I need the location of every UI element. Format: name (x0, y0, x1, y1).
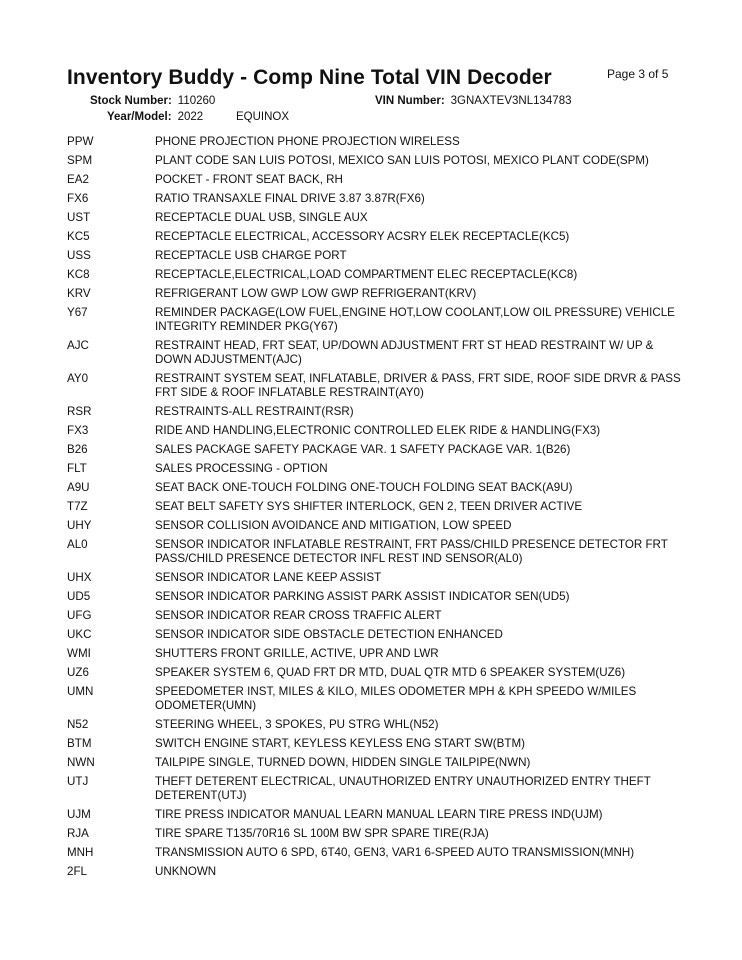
page-title: Inventory Buddy - Comp Nine Total VIN Decoder (67, 66, 552, 89)
option-description: SPEEDOMETER INST, MILES & KILO, MILES ODOMETER MPH & KPH SPEEDO W/MILES ODOMETER(UMN) (155, 685, 637, 712)
option-description: SALES PROCESSING - OPTION (155, 462, 328, 475)
option-description: TRANSMISSION AUTO 6 SPD, 6T40, GEN3, VAR1 6-SPEED AUTO TRANSMISSION(MNH) (155, 846, 635, 859)
option-code: AL0 (67, 538, 88, 551)
option-code: T7Z (67, 500, 88, 513)
option-row (67, 536, 687, 569)
option-row (67, 422, 687, 441)
page-number: Page 3 of 5 (607, 67, 669, 81)
option-code: B26 (67, 443, 88, 456)
option-row (67, 370, 687, 403)
option-row (67, 683, 687, 716)
option-description: SHUTTERS FRONT GRILLE, ACTIVE, UPR AND LWR (155, 647, 439, 660)
option-row (67, 645, 687, 664)
option-code: BTM (67, 737, 92, 750)
option-code: MNH (67, 846, 94, 859)
option-row (67, 337, 687, 370)
option-code: UMN (67, 685, 94, 698)
option-code: USS (67, 249, 91, 262)
option-description: SENSOR COLLISION AVOIDANCE AND MITIGATION, LOW SPEED (155, 519, 512, 532)
option-row (67, 773, 687, 806)
option-code: FX6 (67, 192, 89, 205)
option-description: TIRE PRESS INDICATOR MANUAL LEARN MANUAL LEARN TIRE PRESS IND(UJM) (155, 808, 603, 821)
stock-number-value: 110260 (177, 95, 216, 107)
option-row (67, 498, 687, 517)
year-value: 2022 (177, 111, 204, 123)
option-code: UKC (67, 628, 92, 641)
option-description: RESTRAINT SYSTEM SEAT, INFLATABLE, DRIVER & PASS, FRT SIDE, ROOF SIDE DRVR & PASS FRT SIDE & ROOF INFLATABLE RESTRAINT(AY0) (155, 372, 681, 399)
option-row (67, 626, 687, 645)
option-description: SENSOR INDICATOR SIDE OBSTACLE DETECTION ENHANCED (155, 628, 503, 641)
option-code: UHY (67, 519, 92, 532)
option-row (67, 171, 687, 190)
vin-number (375, 95, 571, 107)
option-row (67, 479, 687, 498)
option-description: SPEAKER SYSTEM 6, QUAD FRT DR MTD, DUAL QTR MTD 6 SPEAKER SYSTEM(UZ6) (155, 666, 626, 679)
option-row (67, 460, 687, 479)
option-description: SENSOR INDICATOR REAR CROSS TRAFFIC ALERT (155, 609, 442, 622)
option-description: TIRE SPARE T135/70R16 SL 100M BW SPR SPARE TIRE(RJA) (155, 827, 489, 840)
option-row (67, 664, 687, 683)
option-code: AJC (67, 339, 89, 352)
option-description: RECEPTACLE USB CHARGE PORT (155, 249, 347, 262)
option-description: PLANT CODE SAN LUIS POTOSI, MEXICO SAN LUIS POTOSI, MEXICO PLANT CODE(SPM) (155, 154, 649, 167)
option-row (67, 735, 687, 754)
option-code: UST (67, 211, 91, 224)
option-code: WMI (67, 647, 91, 660)
option-code: SPM (67, 154, 93, 167)
option-code: FLT (67, 462, 87, 475)
year-model (107, 111, 203, 123)
option-description: SENSOR INDICATOR INFLATABLE RESTRAINT, FRT PASS/CHILD PRESENCE DETECTOR FRT PASS/CHILD PRESENCE DETECTOR INFL REST IND SENSOR(AL0) (155, 538, 668, 565)
option-description: RECEPTACLE,ELECTRICAL,LOAD COMPARTMENT ELEC RECEPTACLE(KC8) (155, 268, 578, 281)
option-code: UTJ (67, 775, 89, 788)
option-description: TAILPIPE SINGLE, TURNED DOWN, HIDDEN SINGLE TAILPIPE(NWN) (155, 756, 531, 769)
option-row (67, 152, 687, 171)
option-description: POCKET - FRONT SEAT BACK, RH (155, 173, 343, 186)
option-row (67, 285, 687, 304)
option-description: RECEPTACLE DUAL USB, SINGLE AUX (155, 211, 368, 224)
option-description: SALES PACKAGE SAFETY PACKAGE VAR. 1 SAFETY PACKAGE VAR. 1(B26) (155, 443, 571, 456)
option-row (67, 517, 687, 536)
option-code: UJM (67, 808, 91, 821)
option-row (67, 441, 687, 460)
option-code: KRV (67, 287, 91, 300)
option-row (67, 588, 687, 607)
option-code: N52 (67, 718, 89, 731)
option-row (67, 825, 687, 844)
option-code: UFG (67, 609, 92, 622)
option-description: UNKNOWN (155, 865, 217, 878)
stock-number-label: Stock Number: (90, 95, 172, 107)
option-code: 2FL (67, 865, 87, 878)
option-code: KC8 (67, 268, 90, 281)
options-list (67, 133, 687, 882)
option-description: REMINDER PACKAGE(LOW FUEL,ENGINE HOT,LOW COOLANT,LOW OIL PRESSURE) VEHICLE INTEGRITY REMINDER PKG(Y67) (155, 306, 675, 333)
option-code: UZ6 (67, 666, 89, 679)
option-code: EA2 (67, 173, 89, 186)
option-description: RIDE AND HANDLING,ELECTRONIC CONTROLLED ELEK RIDE & HANDLING(FX3) (155, 424, 601, 437)
option-code: UD5 (67, 590, 91, 603)
option-code: UHX (67, 571, 92, 584)
option-description: RESTRAINTS-ALL RESTRAINT(RSR) (155, 405, 354, 418)
option-code: A9U (67, 481, 90, 494)
option-description: SEAT BACK ONE-TOUCH FOLDING ONE-TOUCH FOLDING SEAT BACK(A9U) (155, 481, 573, 494)
option-row (67, 133, 687, 152)
option-description: RATIO TRANSAXLE FINAL DRIVE 3.87 3.87R(FX6) (155, 192, 425, 205)
option-row (67, 228, 687, 247)
option-code: AY0 (67, 372, 89, 385)
option-description: SENSOR INDICATOR LANE KEEP ASSIST (155, 571, 382, 584)
option-description: SEAT BELT SAFETY SYS SHIFTER INTERLOCK, GEN 2, TEEN DRIVER ACTIVE (155, 500, 583, 513)
option-row (67, 806, 687, 825)
option-code: NWN (67, 756, 95, 769)
option-description: THEFT DETERENT ELECTRICAL, UNAUTHORIZED ENTRY UNAUTHORIZED ENTRY THEFT DETERENT(UTJ) (155, 775, 651, 802)
model-value: EQUINOX (236, 111, 290, 123)
option-row (67, 190, 687, 209)
year-model-label: Year/Model: (107, 111, 172, 123)
vin-value: 3GNAXTEV3NL134783 (450, 95, 572, 107)
option-row (67, 754, 687, 773)
option-description: PHONE PROJECTION PHONE PROJECTION WIRELESS (155, 135, 460, 148)
option-row (67, 247, 687, 266)
option-row (67, 569, 687, 588)
option-code: RJA (67, 827, 89, 840)
option-description: RECEPTACLE ELECTRICAL, ACCESSORY ACSRY ELEK RECEPTACLE(KC5) (155, 230, 570, 243)
option-row (67, 304, 687, 337)
option-description: SENSOR INDICATOR PARKING ASSIST PARK ASSIST INDICATOR SEN(UD5) (155, 590, 570, 603)
stock-number (90, 95, 215, 107)
option-row (67, 607, 687, 626)
option-description: REFRIGERANT LOW GWP LOW GWP REFRIGERANT(KRV) (155, 287, 477, 300)
option-description: STEERING WHEEL, 3 SPOKES, PU STRG WHL(N52) (155, 718, 439, 731)
option-code: PPW (67, 135, 94, 148)
option-code: Y67 (67, 306, 88, 319)
vin-label: VIN Number: (375, 95, 445, 107)
option-description: SWITCH ENGINE START, KEYLESS KEYLESS ENG START SW(BTM) (155, 737, 525, 750)
option-row (67, 844, 687, 863)
option-description: RESTRAINT HEAD, FRT SEAT, UP/DOWN ADJUSTMENT FRT ST HEAD RESTRAINT W/ UP & DOWN ADJUSTMENT(AJC) (155, 339, 654, 366)
option-row (67, 403, 687, 422)
option-row (67, 863, 687, 882)
option-code: KC5 (67, 230, 90, 243)
option-row (67, 266, 687, 285)
option-code: RSR (67, 405, 92, 418)
option-code: FX3 (67, 424, 89, 437)
option-row (67, 716, 687, 735)
option-row (67, 209, 687, 228)
